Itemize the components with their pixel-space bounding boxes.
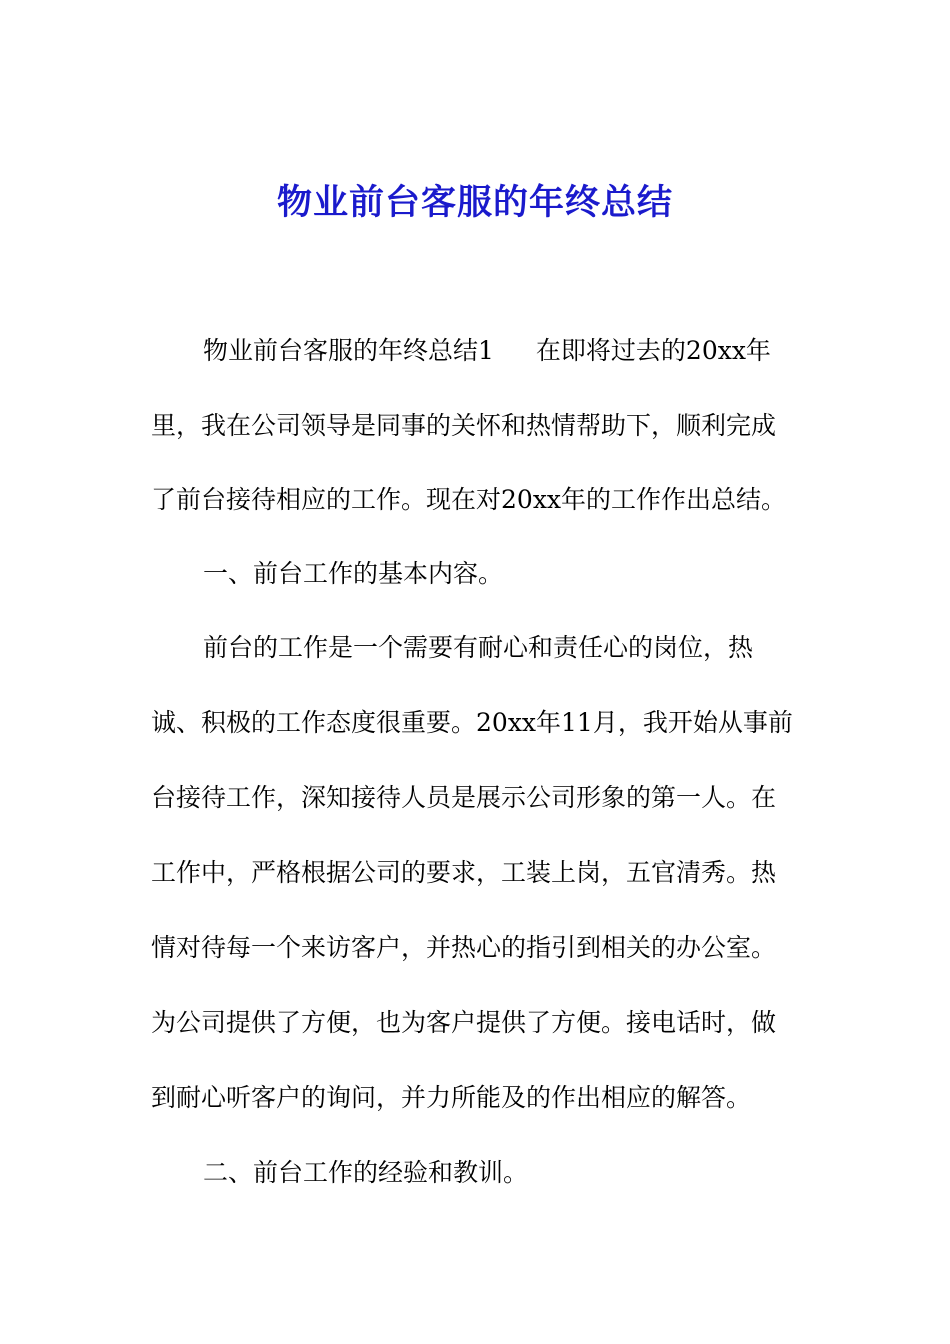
paragraph-text: 在即将过去的20xx年	[535, 336, 771, 365]
section-heading: 一、前台工作的基本内容。	[203, 559, 504, 588]
paragraph-line: 前台的工作是一个需要有耐心和责任心的岗位，热	[203, 633, 754, 662]
document-title: 物业前台客服的年终总结	[276, 183, 673, 223]
paragraph-line: 工作中，严格根据公司的要求，工装上岗，五官清秀。热	[151, 858, 777, 887]
paragraph-line: 情对待每一个来访客户，并热心的指引到相关的办公室。	[151, 933, 777, 962]
paragraph-line: 诚、积极的工作态度很重要。20xx年11月，我开始从事前	[151, 708, 793, 737]
section-heading-inline: 物业前台客服的年终总结1	[203, 336, 494, 365]
paragraph-line: 台接待工作，深知接待人员是展示公司形象的第一人。在	[151, 783, 777, 812]
paragraph-line: 到耐心听客户的询问，并力所能及的作出相应的解答。	[151, 1083, 752, 1112]
paragraph-line: 了前台接待相应的工作。现在对20xx年的工作作出总结。	[151, 485, 787, 514]
section-heading: 二、前台工作的经验和教训。	[203, 1158, 529, 1187]
paragraph-line	[203, 333, 771, 369]
paragraph-line: 里，我在公司领导是同事的关怀和热情帮助下，顺利完成	[151, 411, 777, 440]
paragraph-line: 为公司提供了方便，也为客户提供了方便。接电话时，做	[151, 1008, 777, 1037]
